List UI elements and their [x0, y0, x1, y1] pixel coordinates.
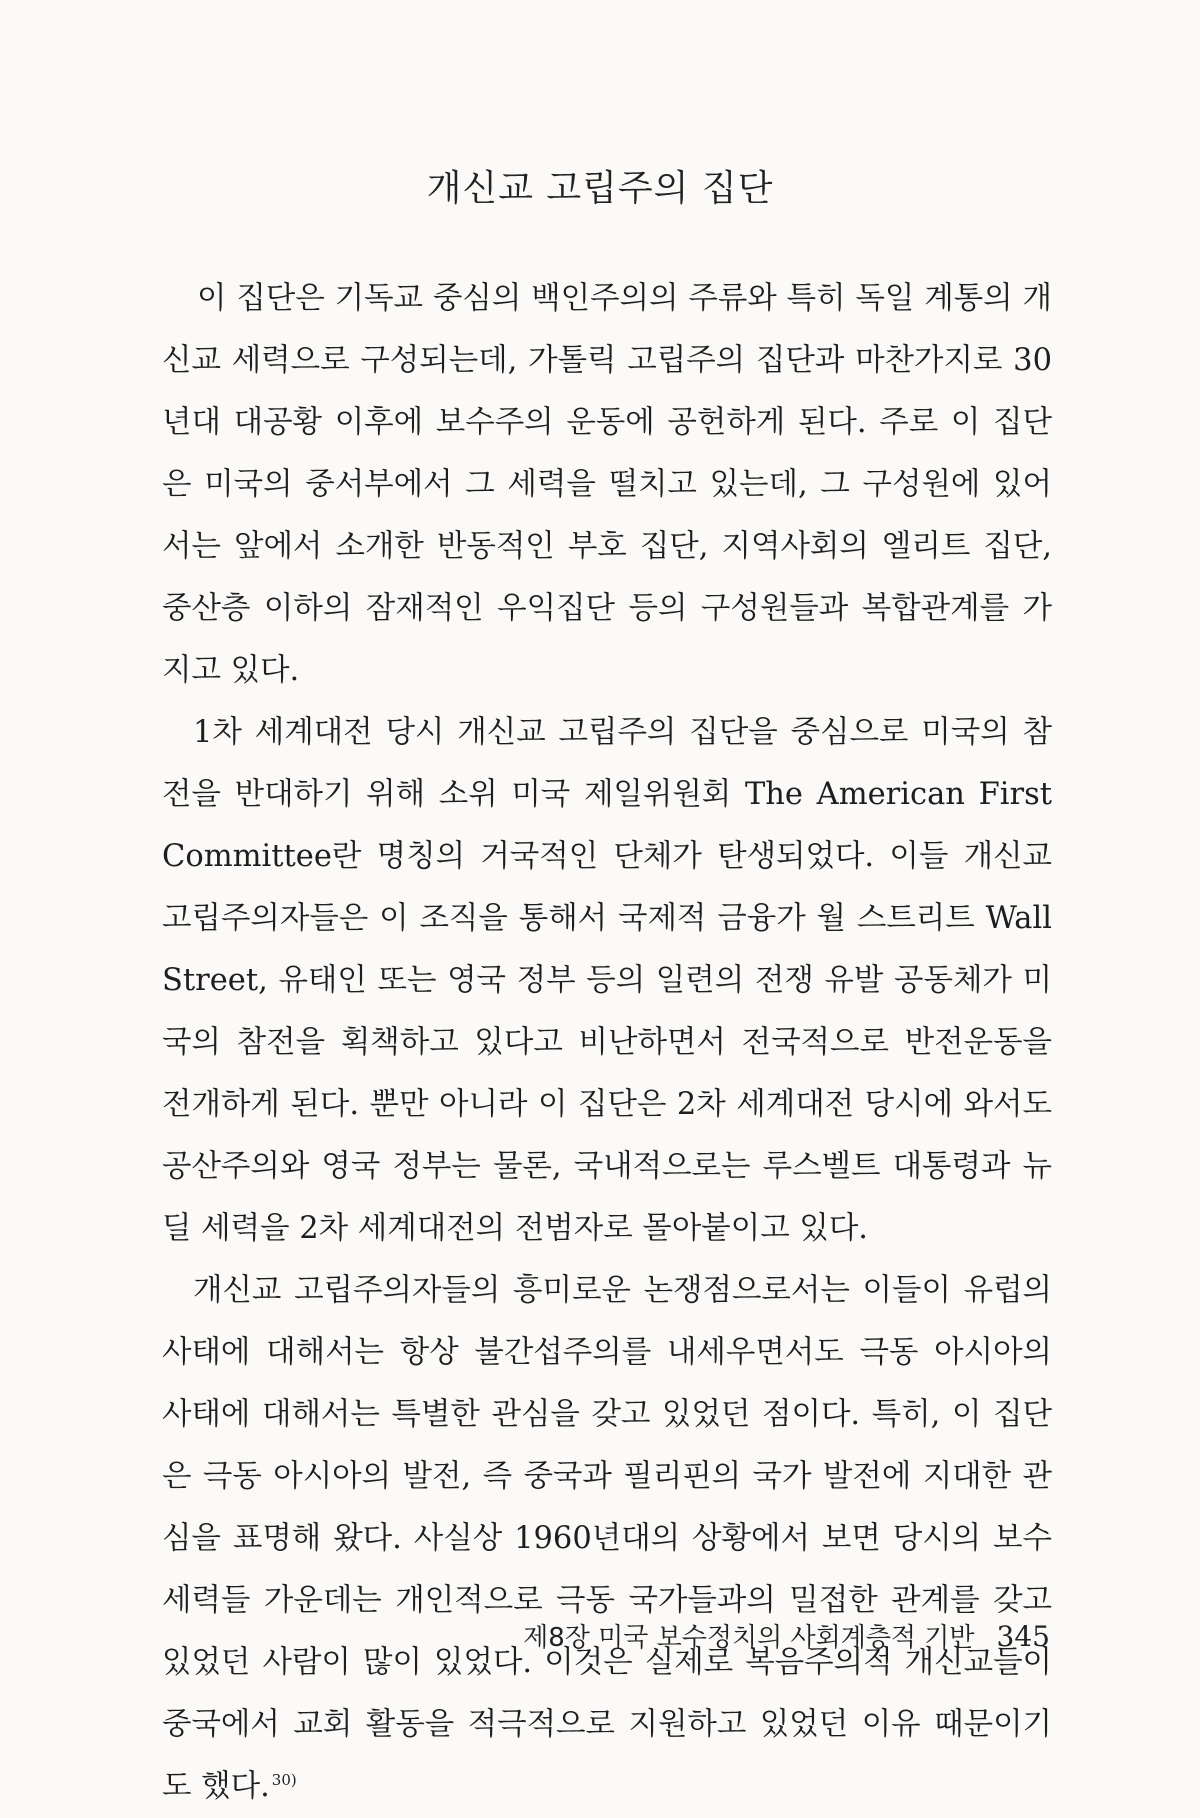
- paragraph-text: 개신교 고립주의자들의 흥미로운 논쟁점으로서는 이들이 유럽의 사태에 대해서는 항상 불간섭주의를 내세우면서도 극동 아시아의 사태에 대해서는 특별한 관심을 갖고 있었던 점이다. 특히, 이 집단은 극동 아시아의 발전, 즉 중국과 필리핀의 국가 발전에 지대한 관심을 표명해 왔다. 사실상 1960년대의 상황에서 보면 당시의 보수세력들 가운데는 개인적으로 극동 국가들과의 밀접한 관계를 갖고 있었던 사람이 많이 있었다. 이것은 실제로 복음주의적 개신교들이 중국에서 교회 활동을 적극적으로 지원하고 있었던 이유 때문이기도 했다.: [162, 1273, 1052, 1804]
- chapter-title: 제8장 미국 보수정치의 사회계층적 기반: [523, 1623, 975, 1653]
- paragraph: [162, 702, 1052, 1260]
- paragraph: [162, 1260, 1052, 1818]
- paragraph-text: 이 집단은 기독교 중심의 백인주의의 주류와 특히 독일 계통의 개신교 세력으로 구성되는데, 가톨릭 고립주의 집단과 마찬가지로 30년대 대공황 이후에 보수주의 운동에 공헌하게 된다. 주로 이 집단은 미국의 중서부에서 그 세력을 떨치고 있는데, 그 구성원에 있어서는 앞에서 소개한 반동적인 부호 집단, 지역사회의 엘리트 집단, 중산층 이하의 잠재적인 우익집단 등의 구성원들과 복합관계를 가지고 있다.: [162, 281, 1052, 688]
- body-text: [162, 268, 1052, 1818]
- section-title: 개신교 고립주의 집단: [426, 168, 774, 209]
- paragraph: [162, 268, 1052, 702]
- page-number: 345: [996, 1620, 1050, 1653]
- paragraph-text: 1차 세계대전 당시 개신교 고립주의 집단을 중심으로 미국의 참전을 반대하기 위해 소위 미국 제일위원회 The American First Committee란 명칭의 거국적인 단체가 탄생되었다. 이들 개신교 고립주의자들은 이 조직을 통해서 국제적 금융가 월 스트리트 Wall Street, 유태인 또는 영국 정부 등의 일련의 전쟁 유발 공동체가 미국의 참전을 획책하고 있다고 비난하면서 전국적으로 반전운동을 전개하게 된다. 뿐만 아니라 이 집단은 2차 세계대전 당시에 와서도 공산주의와 영국 정부는 물론, 국내적으로는 루스벨트 대통령과 뉴딜 세력을 2차 세계대전의 전범자로 몰아붙이고 있다.: [162, 715, 1052, 1246]
- running-footer: [523, 1617, 1050, 1654]
- footnote-reference: 30): [271, 1770, 297, 1789]
